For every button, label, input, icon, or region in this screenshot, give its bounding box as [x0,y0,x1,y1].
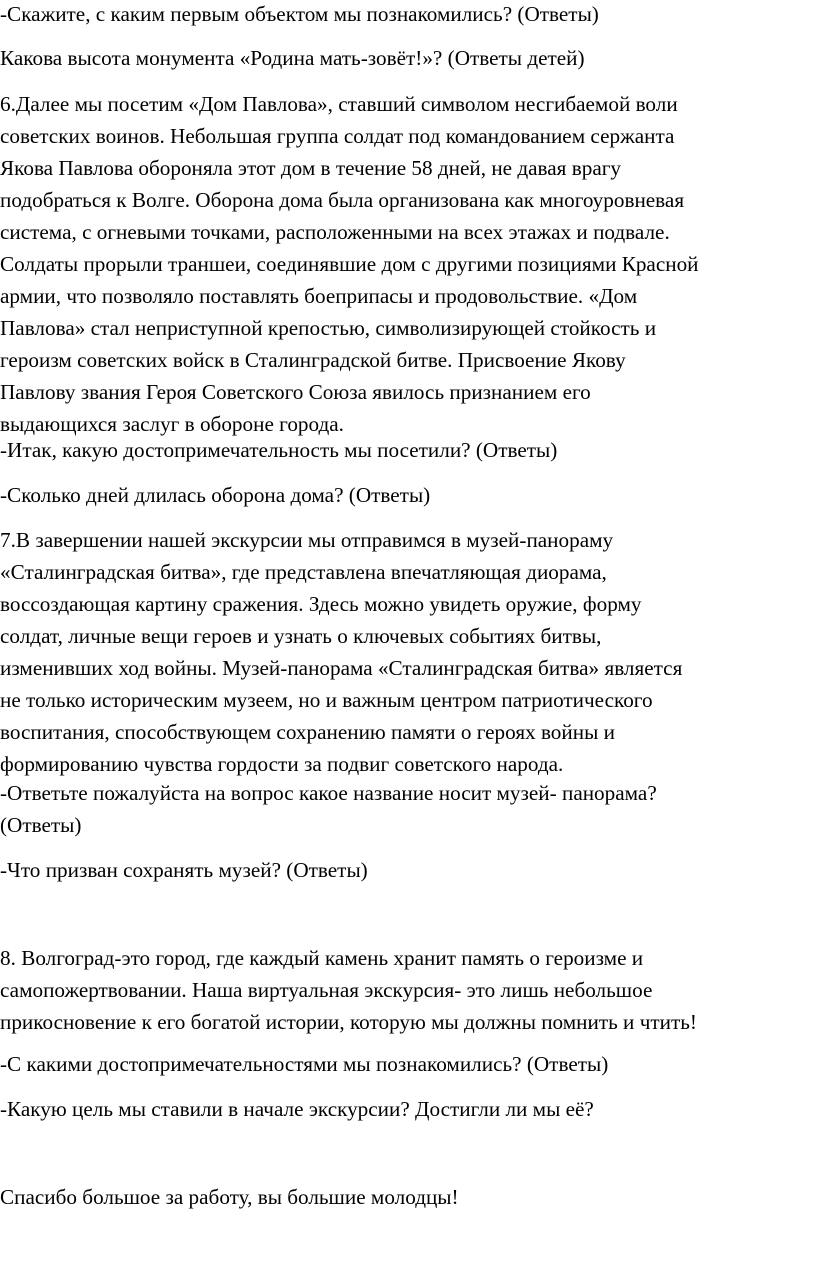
text-line: солдат, личные вещи героев и узнать о ключевых событиях битвы, [0,624,602,648]
question-landmark-visited [0,434,816,466]
text-line: система, с огневыми точками, расположенными на всех этажах и подвале. [0,220,670,244]
text-line: -Скажите, с каким первым объектом мы познакомились? (Ответы) [0,2,599,26]
text-line: армии, что позволяло поставлять боеприпасы и продовольствие. «Дом [0,284,638,308]
text-line: Якова Павлова обороняла этот дом в течение 58 дней, не давая врагу [0,156,622,180]
text-line: Павлову звания Героя Советского Союза явилось признанием его [0,380,591,404]
text-line: Павлова» стал неприступной крепостью, символизирующей стойкость и [0,316,657,340]
text-line: прикосновение к его богатой истории, которую мы должны помнить и чтить! [0,1010,697,1034]
text-line: -Какую цель мы ставили в начале экскурсии? Достигли ли мы её? [0,1097,594,1121]
question-defense-days [0,479,816,511]
paragraph-volgograd-conclusion [0,942,816,1038]
text-line: 7.В завершении нашей экскурсии мы отправимся в музей-панораму [0,528,614,552]
text-line: изменивших ход войны. Музей-панорама «Сталинградская битва» является [0,656,683,680]
question-museum-purpose [0,854,816,886]
text-line: «Сталинградская битва», где представлена впечатляющая диорама, [0,560,607,584]
text-line: -С какими достопримечательностями мы познакомились? (Ответы) [0,1052,609,1076]
text-line: героизм советских войск в Сталинградской битве. Присвоение Якову [0,348,626,372]
text-line: -Итак, какую достопримечательность мы посетили? (Ответы) [0,438,558,462]
text-line: Спасибо большое за работу, вы большие молодцы! [0,1185,459,1209]
text-line: воссоздающая картину сражения. Здесь можно увидеть оружие, форму [0,592,642,616]
text-line: выдающихся заслуг в обороне города. [0,412,344,436]
text-line: не только историческим музеем, но и важным центром патриотического [0,688,653,712]
question-first-object [0,0,816,30]
text-line: -Сколько дней длилась оборона дома? (Ответы) [0,483,431,507]
text-line: (Ответы) [0,813,82,837]
text-line: Какова высота монумента «Родина мать-зовёт!»? (Ответы детей) [0,46,585,70]
text-line: 8. Волгоград-это город, где каждый камень хранит память о героизме и [0,946,644,970]
question-landmarks-met [0,1048,816,1080]
text-line: подобраться к Волге. Оборона дома была организована как многоуровневая [0,188,685,212]
text-line: -Что призван сохранять музей? (Ответы) [0,858,368,882]
closing-thanks [0,1181,816,1213]
text-line: 6.Далее мы посетим «Дом Павлова», ставший символом несгибаемой воли [0,92,678,116]
question-museum-name [0,777,816,841]
paragraph-panorama-museum [0,524,816,780]
paragraph-pavlov-house [0,88,816,440]
text-line: Солдаты прорыли траншеи, соединявшие дом с другими позициями Красной [0,252,699,276]
text-line: советских воинов. Небольшая группа солдат под командованием сержанта [0,124,675,148]
text-line: самопожертвовании. Наша виртуальная экскурсия- это лишь небольшое [0,978,653,1002]
text-line: воспитания, способствующем сохранению памяти о героях войны и [0,720,615,744]
question-monument-height [0,42,816,74]
text-line: -Ответьте пожалуйста на вопрос какое название носит музей- панорама? [0,781,657,805]
question-tour-goal [0,1093,816,1125]
text-line: формированию чувства гордости за подвиг советского народа. [0,752,564,776]
